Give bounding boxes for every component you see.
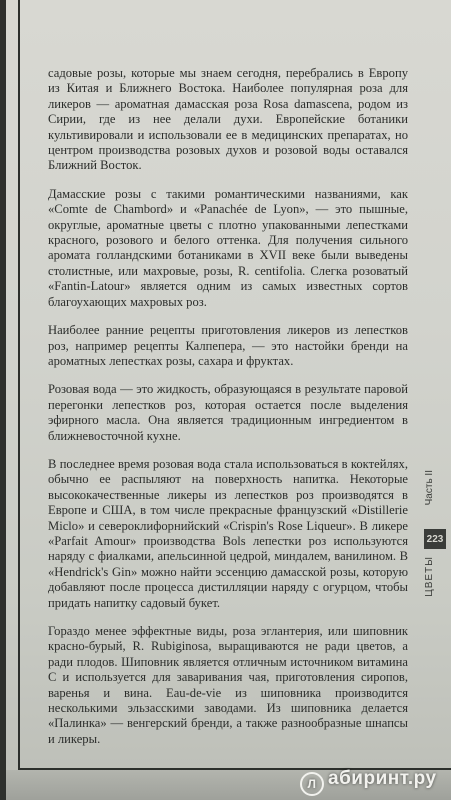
side-tab [424,0,446,800]
paragraph: Дамасские розы с такими романтическими названиями, как «Comte de Chambord» и «Panachée de Lyon», — это пышные, округлые, ароматные цветы с плотно упакованными лепестками красного, розового и белого оттенка. Для получения сильного аромата голландскими ботаниками в XVII веке были выведены столистные, или махровые, розы, R. centifolia. Слегка розоватый «Fantin-Latour» является одним из самых известных сортов благоухающих махровых роз. [48,186,408,309]
paragraph: Наиболее ранние рецепты приготовления ликеров из лепестков роз, например рецепты Калпепера, — это настойки бренди на ароматных лепестках розы, сахара и фруктах. [48,323,408,368]
paragraph: В последнее время розовая вода стала использоваться в коктейлях, обычно ее распыляют на поверхность напитка. Некоторые высококачественные ликеры из лепестков роз производятся в Европе и США, в том числе прекрасные французский «Distillerie Miclo» и североклифорнийский «Crispin's Rose Liqueur». В ликере «Parfait Amour» производства Bols лепестки роз используются наряду с фиалками, апельсинной цедрой, миндалем, ванилином. В «Hendrick's Gin» можно найти эссенцию дамасской розы, которую добавляют после процесса дистилляции наряду с огурцом, чтобы придать напитку садовый букет. [48,456,408,610]
paragraph: Гораздо менее эффектные виды, роза эглантерия, или шиповник красно-бурый, R. Rubiginosa, выращиваются не ради цветов, а ради плодов. Шиповник является отличным источником витамина С и используется для заваривания чая, приготовления сиропов, варенья и вина. Eau-de-vie из шиповника производится несколькими эльзасскими заводами. Из шиповника делается «Палинка» — венгерский бренди, а также разнообразные шнапсы и ликеры. [48,624,408,746]
chapter-label: Часть II [424,470,435,506]
page-border-left [18,0,20,770]
book-page [6,0,451,800]
body-text [48,66,408,760]
paragraph: садовые розы, которые мы знаем сегодня, перебрались в Европу из Китая и Ближнего Востока. Наиболее популярная роза для ликеров — ароматная дамасская роза Rosa damascena, родом из Сирии, где из нее делали духи. Европейские ботаники культивировали и использовали ее в медицинских препаратах, но центром производства розовых духов и розовой воды оставался Ближний Восток. [48,66,408,173]
labirint-logo-icon: Л [300,772,324,796]
paragraph: Розовая вода — это жидкость, образующаяся в результате паровой перегонки лепестков роз, которая остается после выделения эфирного масла. Она является традиционным ингредиентом в ближневосточной кухне. [48,382,408,443]
page-number: 223 [424,529,446,549]
watermark [300,768,437,796]
section-label: ЦВЕТЫ [424,556,435,597]
watermark-text: абиринт.ру [328,768,437,789]
